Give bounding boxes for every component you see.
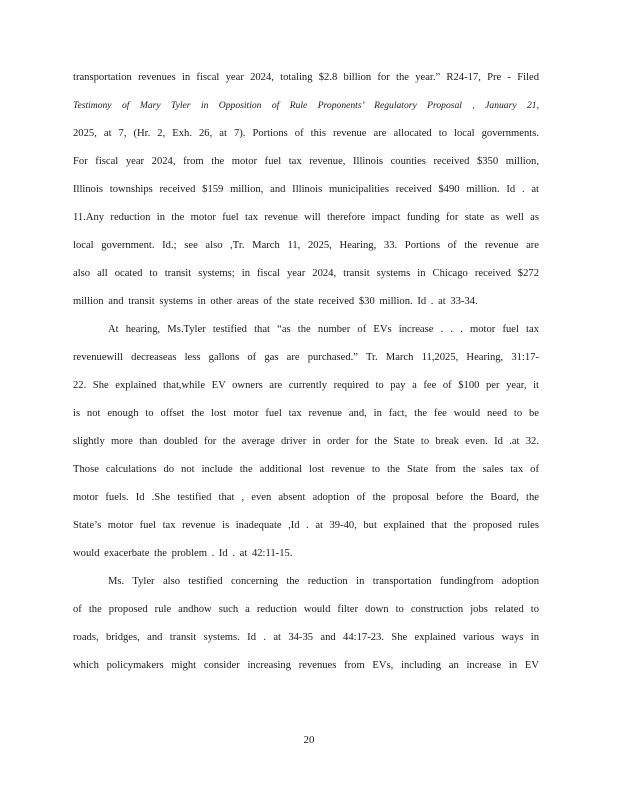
text-line: revenuewill decreaseas less gallons of gas are purchased.” Tr. March 11,2025, Hearing, 31:17- xyxy=(73,352,539,363)
text-line: Those calculations do not include the additional lost revenue to the State from the sales tax of xyxy=(73,464,539,475)
text-line: also all ocated to transit systems; in fiscal year 2024, transit systems in Chicago received $272 xyxy=(73,268,539,279)
text-line: For fiscal year 2024, from the motor fuel tax revenue, Illinois counties received $350 million, xyxy=(73,156,539,167)
paragraph-first-line: Ms. Tyler also testified concerning the reduction in transportation fundingfrom adoption xyxy=(108,576,539,587)
text-line: motor fuels. Id .She testified that , even absent adoption of the proposal before the Board, the xyxy=(73,492,539,503)
page-number: 20 xyxy=(303,734,315,746)
paragraph-first-line: At hearing, Ms.Tyler testified that “as the number of EVs increase . . . motor fuel tax xyxy=(108,324,539,335)
text-line: is not enough to offset the lost motor fuel tax revenue and, in fact, the fee would need to be xyxy=(73,408,539,419)
text-line: State’s motor fuel tax revenue is inadequate ,Id . at 39-40, but explained that the proposed rules xyxy=(73,520,539,531)
text-line: of the proposed rule andhow such a reduction would filter down to construction jobs related to xyxy=(73,604,539,615)
text-line: Testimony of Mary Tyler in Opposition of Rule Proponents’ Regulatory Proposal , January 21, xyxy=(73,100,539,111)
text-line: roads, bridges, and transit systems. Id . at 34-35 and 44:17-23. She explained various ways in xyxy=(73,632,539,643)
text-line: local government. Id.; see also ,Tr. March 11, 2025, Hearing, 33. Portions of the revenue are xyxy=(73,240,539,251)
text-line: million and transit systems in other areas of the state received $30 million. Id . at 33-34. xyxy=(73,296,478,307)
text-line: slightly more than doubled for the average driver in order for the State to break even. Id .at 32. xyxy=(73,436,539,447)
text-line: 22. She explained that,while EV owners are currently required to pay a fee of $100 per year, it xyxy=(73,380,539,391)
text-line: would exacerbate the problem . Id . at 42:11-15. xyxy=(73,548,293,559)
text-line: Illinois townships received $159 million, and Illinois municipalities received $490 million. Id . at xyxy=(73,184,539,195)
text-line: 11.Any reduction in the motor fuel tax revenue will therefore impact funding for state as well as xyxy=(73,212,539,223)
text-line: 2025, at 7, (Hr. 2, Exh. 26, at 7). Portions of this revenue are allocated to local governments. xyxy=(73,128,539,139)
text-line: transportation revenues in fiscal year 2024, totaling $2.8 billion for the year.” R24-17, Pre - Filed xyxy=(73,72,539,83)
text-line: which policymakers might consider increasing revenues from EVs, including an increase in EV xyxy=(73,660,539,671)
